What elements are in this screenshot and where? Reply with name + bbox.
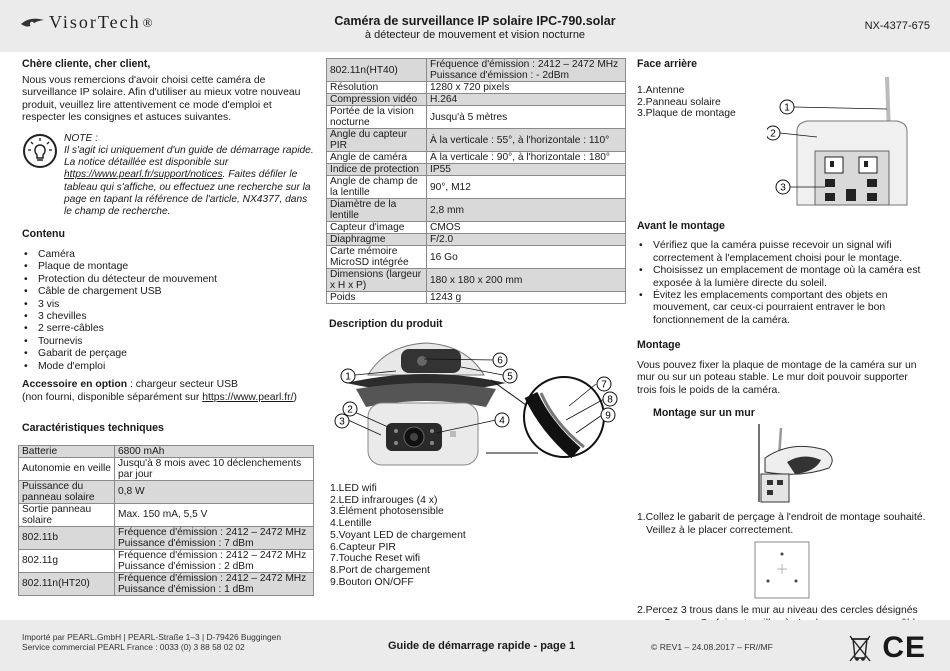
accessory-text: : chargeur secteur USB [127,379,238,391]
callout-number: 9 [605,410,611,422]
spec-key: 802.11n(HT20) [19,572,115,595]
description-title: Description du produit [329,318,443,330]
spec-row [327,82,626,94]
greeting: Chère cliente, cher client, [22,58,151,70]
spec-value: Fréquence d'émission : 2412 – 2472 MHz Puissance d'émission : 2 dBm [115,549,314,572]
page-footer [0,620,950,671]
wall-mount-illustration [741,424,841,506]
contents-item: • Plaque de montage [22,261,314,273]
spec-value: CMOS [427,222,626,234]
mount-title: Montage [637,339,681,352]
spec-key: Puissance du panneau solaire [19,480,115,503]
rear-view-diagram [767,75,927,210]
spec-row [327,246,626,269]
spec-row [327,164,626,176]
spec-row [327,152,626,164]
spec-value: IP55 [427,164,626,176]
brand-name: VisorTech [49,12,141,32]
contents-item: • Tournevis [22,336,314,348]
spec-value: Jusqu'à 8 mois avec 10 déclenchements par jour [115,457,314,480]
weee-bin-icon [848,633,872,663]
brand-eye-icon [20,15,46,31]
parts-list [330,483,626,589]
spec-value: 6800 mAh [115,445,314,457]
spec-row [327,234,626,246]
spec-key: Compression vidéo [327,94,427,106]
back-title: Face arrière [637,58,698,70]
spec-key: Résolution [327,82,427,94]
spec-key: 802.11g [19,549,115,572]
intro-text: Nous vous remercions d'avoir choisi cette caméra de surveillance IP solaire. Afin d'utiliser au mieux votre nouveau produit, veuillez lire attentivement ce mode d'emploi et respecter les consignes et astuces suivantes. [22,74,301,124]
accessory-availability [22,392,314,404]
document-subtitle: à détecteur de mouvement et vision nocturne [364,29,586,41]
column-middle [326,58,626,589]
before-item: • Choisissez un emplacement de montage où la caméra est exposée à la lumière directe du soleil. [637,265,927,290]
note-text [64,133,314,219]
spec-value: 16 Go [427,246,626,269]
spec-key: Sortie panneau solaire [19,503,115,526]
contents-item: • 2 serre-câbles [22,323,314,335]
spec-key: Portée de la vision nocturne [327,106,427,129]
spec-row [327,199,626,222]
callout-number: 2 [347,404,353,416]
note-part2: . Faites défiler le tableau qui s'affiche, ou effectuez une recherche sur la page en tapant la référence de l'article, NX4377, dans le champ de recherche. [64,169,311,218]
spec-row [19,445,314,457]
before-title: Avant le montage [637,219,725,232]
spec-value: 2,8 mm [427,199,626,222]
spec-value: 0,8 W [115,480,314,503]
callout-number: 3 [339,416,345,428]
spec-key: Autonomie en veille [19,457,115,480]
column-right [637,58,927,643]
contents-item: • Protection du détecteur de mouvement [22,274,314,286]
spec-key: Diamètre de la lentille [327,199,427,222]
spec-value: F/2.0 [427,234,626,246]
contents-item: • Mode d'emploi [22,361,314,373]
contents-title: Contenu [22,228,65,241]
contents-item: • Gabarit de perçage [22,348,314,360]
spec-key: Batterie [19,445,115,457]
page-label: Guide de démarrage rapide - page 1 [388,640,576,652]
spec-row [327,129,626,152]
spec-row [327,292,626,304]
part-item: 2.LED infrarouges (4 x) [330,494,438,506]
spec-row [19,549,314,572]
before-item: • Évitez les emplacements comportant des objets en mouvement, car ceux-ci pourraient entraver le bon fonctionnement de la caméra. [637,290,927,327]
specs-title: Caractéristiques techniques [22,422,164,435]
revision-label: © REV1 – 24.08.2017 – FR//MF [651,642,773,652]
note-title: NOTE : [64,132,98,144]
callout-number: 5 [507,371,513,383]
spec-row [327,94,626,106]
spec-row [19,526,314,549]
spec-value: 1280 x 720 pixels [427,82,626,94]
callout-number: 2 [770,128,776,140]
spec-key: Diaphragme [327,234,427,246]
product-diagram [326,335,626,475]
brand-logo [20,12,153,34]
spec-key: Capteur d'image [327,222,427,234]
spec-key: 802.11b [19,526,115,549]
importer-line: Importé par PEARL.GmbH | PEARL-Straße 1–3 | D-79426 Buggingen [22,632,281,642]
spec-row [327,269,626,292]
spec-row [19,572,314,595]
contents-list [22,249,314,373]
spec-value: À la verticale : 55°, à l'horizontale : 110° [427,129,626,152]
before-mounting-list [637,240,927,327]
note-box [22,133,314,219]
service-line: Service commercial PEARL France : 0033 (0) 3 88 58 02 02 [22,642,245,652]
contents-item: • Caméra [22,249,314,261]
part-item: 3.Élément photosensible [330,506,444,518]
spec-row [327,222,626,234]
back-section [637,75,927,210]
accessory-close: ) [293,391,297,403]
spec-key: 802.11n(HT40) [327,59,427,82]
spec-value: Fréquence d'émission : 2412 – 2472 MHz Puissance d'émission : - 2dBm [427,59,626,82]
spec-value: 1243 g [427,292,626,304]
callout-number: 6 [497,355,503,367]
contents-item: • Câble de chargement USB [22,286,314,298]
spec-row [19,480,314,503]
part-item: 5.Voyant LED de chargement [330,529,466,541]
part-item: 6.Capteur PIR [330,541,396,553]
compliance-marks [848,630,926,666]
spec-row [19,457,314,480]
spec-row [327,59,626,82]
column-left [22,58,314,596]
page-header [0,0,950,52]
contents-item: • 3 chevilles [22,311,314,323]
spec-value: 90°, M12 [427,176,626,199]
back-part-item: 2.Panneau solaire [637,96,721,108]
part-item: 8.Port de chargement [330,565,430,577]
spec-row [19,503,314,526]
notices-link[interactable]: https://www.pearl.fr/support/notices [64,169,223,181]
spec-value: H.264 [427,94,626,106]
back-parts-list [637,85,767,210]
part-item: 4.Lentille [330,518,372,530]
spec-key: Carte mémoire MicroSD intégrée [327,246,427,269]
accessory-label: Accessoire en option [22,379,128,391]
part-item: 9.Bouton ON/OFF [330,577,414,589]
wall-title: Montage sur un mur [653,407,755,420]
callout-number: 1 [784,102,790,114]
spec-value: 180 x 180 x 200 mm [427,269,626,292]
spec-row [327,106,626,129]
callout-number: 8 [607,394,613,406]
ce-mark: CE [882,631,926,664]
spec-value: Fréquence d'émission : 2412 – 2472 MHz Puissance d'émission : 7 dBm [115,526,314,549]
spec-value: À la verticale : 90°, à l'horizontale : 180° [427,152,626,164]
spec-key: Angle de caméra [327,152,427,164]
registered-mark: ® [142,15,153,30]
spec-value: Max. 150 mA, 5,5 V [115,503,314,526]
pearl-link[interactable]: https://www.pearl.fr/ [202,391,294,403]
before-item: • Vérifiez que la caméra puisse recevoir un signal wifi correctement à l'emplacement choisi pour le montage. [637,240,927,265]
back-callout-markers [767,100,794,194]
callout-number: 1 [345,371,351,383]
accessory-note: (non fourni, disponible séparément sur [22,391,203,403]
callout-number: 4 [499,415,505,427]
spec-key: Dimensions (largeur x H x P) [327,269,427,292]
specs-table-right [326,58,626,304]
lightbulb-icon [22,133,58,169]
callout-number: 3 [780,182,786,194]
camera-front-illustration [346,343,506,465]
part-item: 1.LED wifi [330,482,377,494]
spec-key: Angle du capteur PIR [327,129,427,152]
callout-number: 7 [601,379,607,391]
part-item: 7.Touche Reset wifi [330,553,421,565]
drilling-template-icon [754,541,810,599]
accessory-line [22,379,314,391]
note-part1: Il s'agit ici uniquement d'un guide de démarrage rapide. La notice détaillée est disponible sur [64,144,314,169]
specs-table-left [18,445,314,596]
article-reference: NX-4377-675 [864,20,930,32]
spec-value: Fréquence d'émission : 2412 – 2472 MHz Puissance d'émission : 1 dBm [115,572,314,595]
document-title: Caméra de surveillance IP solaire IPC-790.solar [334,14,616,28]
step-1: 1.Collez le gabarit de perçage à l'endroit de montage souhaité. Veillez à le placer correctement. [637,512,926,536]
back-part-item: 1.Antenne [637,84,685,96]
step-2-text: 2.Percez 3 trous dans le mur au niveau des cercles désignés [637,605,918,617]
spec-key: Angle de champ de la lentille [327,176,427,199]
spec-key: Poids [327,292,427,304]
spec-row [327,176,626,199]
spec-value: Jusqu'à 5 mètres [427,106,626,129]
spec-key: Indice de protection [327,164,427,176]
back-part-item: 3.Plaque de montage [637,108,736,120]
contents-item: • 3 vis [22,299,314,311]
mount-text: Vous pouvez fixer la plaque de montage de la caméra sur un mur ou sur un poteau stable. Le mur doit pouvoir supporter trois fois le poids de la caméra. [637,359,917,396]
